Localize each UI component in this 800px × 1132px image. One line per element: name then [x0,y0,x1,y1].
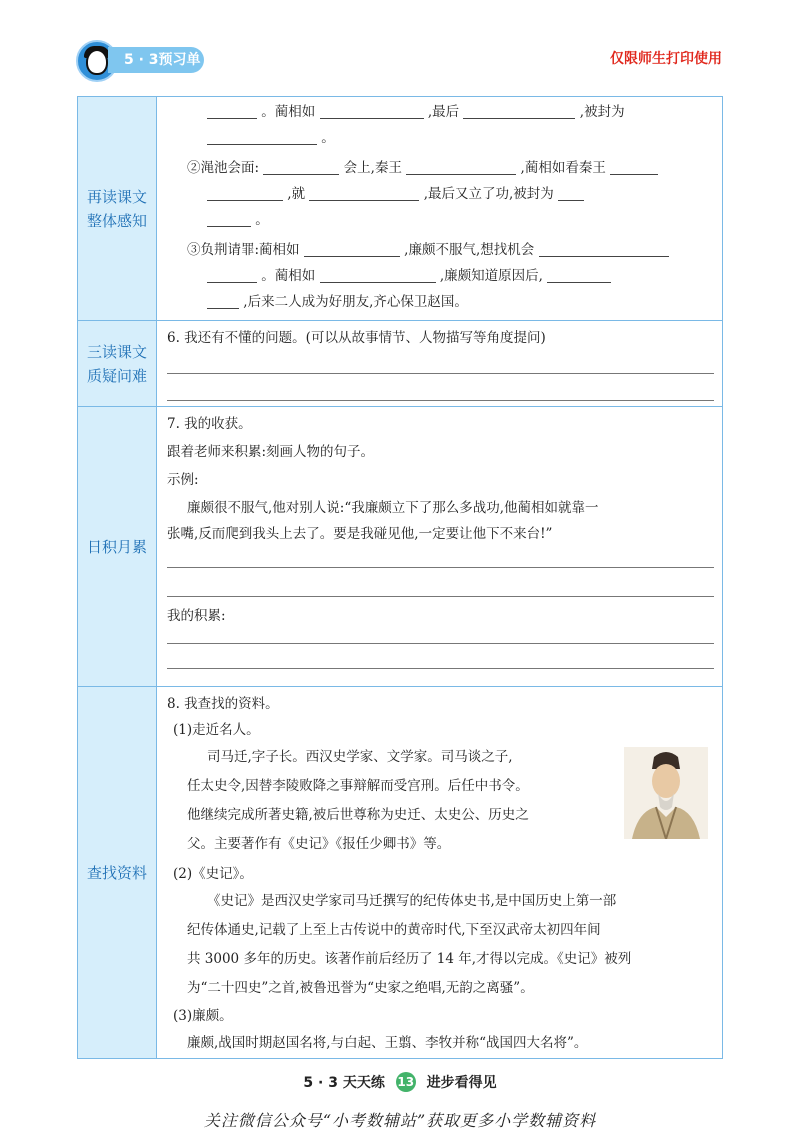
text: ,被封为 [579,104,625,120]
text-line [167,155,714,181]
blank-field[interactable] [207,266,257,283]
section-accumulate [77,407,723,687]
text: 会上,秦王 [343,160,402,176]
blank-field[interactable] [558,184,584,201]
writing-line[interactable] [167,568,714,597]
writing-line[interactable] [167,644,714,669]
blank-field[interactable] [463,102,575,119]
text: 。蔺相如 [261,104,316,120]
example-label: 示例: [167,472,199,488]
paragraph-line: 司马迁,字子长。西汉史学家、文学家。司马谈之子, [207,749,513,765]
blank-field[interactable] [320,266,436,283]
paragraph-line: 共 3000 多年的历史。该著作前后经历了 14 年,才得以完成。《史记》被列 [187,951,632,967]
paragraph-line: 《史记》是西汉史学家司马迁撰写的纪传体史书,是中国历史上第一部 [207,893,617,909]
item-title: 7. 我的收获。 [167,416,252,432]
sub-title: (2)《史记》。 [173,866,253,882]
text-line [167,125,714,151]
brand-label: 5 · 3预习单 [108,47,204,73]
section-body [157,407,723,686]
text: ③负荆请罪:蔺相如 [187,242,300,258]
blank-field[interactable] [304,240,400,257]
item-title: 8. 我查找的资料。 [167,696,279,712]
section-question [77,321,723,407]
text: ,后来二人成为好朋友,齐心保卫赵国。 [243,294,468,310]
paragraph-line: 为“二十四史”之首,被鲁迅誉为“史家之绝唱,无韵之离骚”。 [187,980,534,996]
paragraph-line: 他继续完成所著史籍,被后世尊称为史迁、太史公、历史之 [187,807,529,823]
text-line [167,181,714,207]
text: ,最后 [427,104,460,120]
section-label [77,97,157,320]
writing-line[interactable] [167,547,714,568]
text: ②渑池会面: [187,160,260,176]
text: ,廉颇不服气,想找机会 [404,242,535,258]
label-line: 再读课文 [86,187,147,206]
blank-field[interactable] [539,240,669,257]
print-note: 仅限师生打印使用 [610,51,722,67]
blank-field[interactable] [207,102,257,119]
section-label [77,687,157,1058]
text: 。 [321,130,335,146]
writing-line[interactable] [167,629,714,644]
question-prompt: 6. 我还有不懂的问题。(可以从故事情节、人物描写等角度提问) [167,330,546,346]
paragraph-line: 任太史令,因替李陵败降之事辩解而受宫刑。后任中书令。 [187,778,529,794]
blank-field[interactable] [406,158,516,175]
footer-left: 5 · 3 天天练 [303,1075,385,1091]
section-research [77,687,723,1059]
page-footer [0,1072,800,1092]
label-line: 日积月累 [86,537,147,556]
section-reread [77,97,723,321]
text: ,就 [287,186,306,202]
mascot-face [86,49,108,75]
text-line [167,207,714,233]
section-body [157,97,723,320]
example-text: 廉颇很不服气,他对别人说:“我廉颇立下了那么多战功,他蔺相如就靠一 [187,500,599,516]
blank-field[interactable] [320,102,424,119]
page-number-badge: 13 [396,1072,416,1092]
writing-line[interactable] [167,351,714,374]
example-text: 张嘴,反而爬到我头上去了。要是我碰见他,一定要让他下不来台!” [167,526,553,542]
blank-field[interactable] [263,158,339,175]
sima-qian-block [167,743,714,859]
text-line [167,99,714,125]
page-header [0,0,800,90]
worksheet-table [77,96,723,1059]
label-line: 查找资料 [86,863,147,882]
blank-field[interactable] [610,158,658,175]
footer-note: 关注微信公众号“小考数辅站”获取更多小学数辅资料 [203,1111,597,1130]
section-body [157,321,723,406]
mine-label: 我的积累: [167,608,226,624]
text: ,最后又立了功,被封为 [423,186,554,202]
blank-field[interactable] [309,184,419,201]
label-line: 质疑问难 [86,366,147,385]
paragraph-line: 廉颇,战国时期赵国名将,与白起、王翦、李牧并称“战国四大名将”。 [187,1035,588,1051]
sub-title: (3)廉颇。 [173,1008,233,1024]
text-line [167,289,714,315]
paragraph-line: 纪传体通史,记载了上至上古传说中的黄帝时代,下至汉武帝太初四年间 [187,922,601,938]
text: 。蔺相如 [261,268,316,284]
blank-field[interactable] [207,184,283,201]
text: 。 [255,212,269,228]
text-line [167,263,714,289]
text: ,蔺相如看秦王 [520,160,606,176]
text-line [167,237,714,263]
intro-text: 跟着老师来积累:刻画人物的句子。 [167,444,375,460]
paragraph-line: 父。主要著作有《史记》《报任少卿书》等。 [187,836,451,852]
section-label [77,407,157,686]
footer-right: 进步看得见 [426,1075,497,1091]
blank-field[interactable] [207,210,251,227]
blank-field[interactable] [207,292,239,309]
sima-qian-portrait-image [624,747,708,839]
blank-field[interactable] [547,266,611,283]
sub-title: (1)走近名人。 [173,722,260,738]
label-line: 三读课文 [86,342,147,361]
section-body [157,687,723,1058]
text: ,廉颇知道原因后, [439,268,543,284]
section-label [77,321,157,406]
blank-field[interactable] [207,128,317,145]
writing-line[interactable] [167,374,714,401]
label-line: 整体感知 [86,211,147,230]
